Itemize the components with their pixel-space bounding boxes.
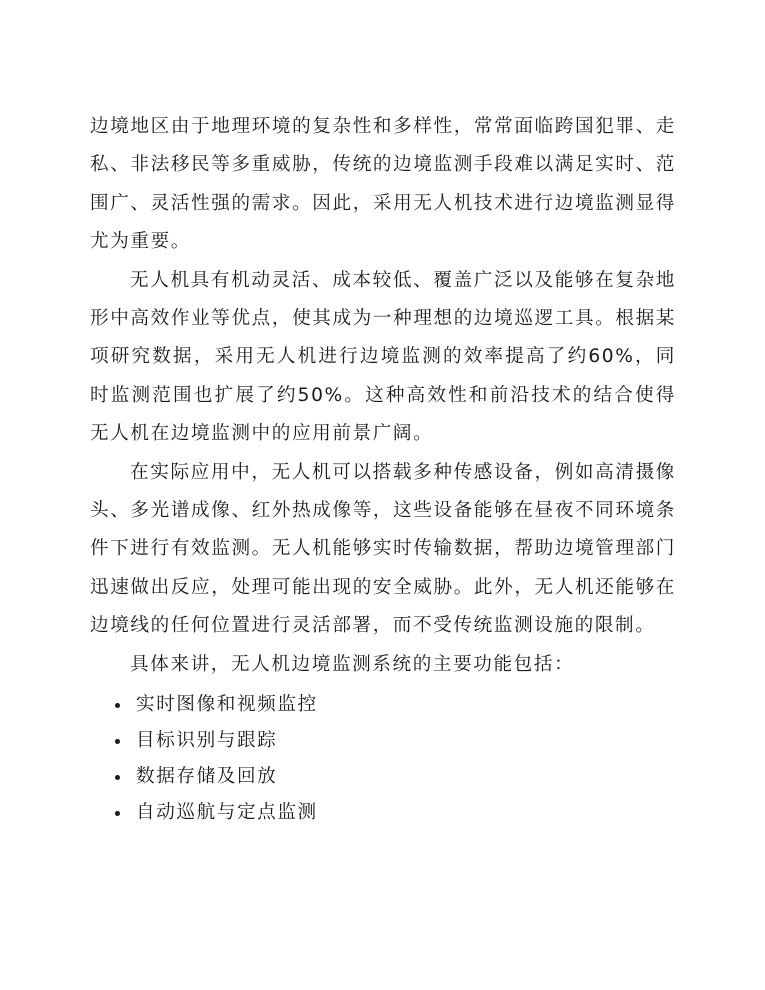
functions-list bbox=[90, 687, 676, 831]
list-item-label: 实时图像和视频监控 bbox=[136, 694, 318, 716]
bullet-icon bbox=[115, 775, 120, 780]
bullet-icon bbox=[115, 703, 120, 708]
paragraph-advantages: 无人机具有机动灵活、成本较低、覆盖广泛以及能够在复杂地形中高效作业等优点，使其成为一种理想的边境巡逻工具。根据某项研究数据，采用无人机进行边境监测的效率提高了约60%，同时监测范围也扩展了约50%。这种高效性和前沿技术的结合使得无人机在边境监测中的应用前景广阔。 bbox=[90, 269, 676, 445]
paragraph-intro: 边境地区由于地理环境的复杂性和多样性，常常面临跨国犯罪、走私、非法移民等多重威胁，传统的边境监测手段难以满足实时、范围广、灵活性强的需求。因此，采用无人机技术进行边境监测显得尤为重要。 bbox=[90, 116, 676, 253]
list-item bbox=[90, 795, 676, 831]
bullet-icon bbox=[115, 739, 120, 744]
list-item bbox=[90, 759, 676, 795]
list-item bbox=[90, 687, 676, 723]
list-item-label: 目标识别与跟踪 bbox=[136, 730, 278, 752]
bullet-icon bbox=[115, 811, 120, 816]
list-item bbox=[90, 723, 676, 759]
paragraph-applications: 在实际应用中，无人机可以搭载多种传感设备，例如高清摄像头、多光谱成像、红外热成像等，这些设备能够在昼夜不同环境条件下进行有效监测。无人机能够实时传输数据，帮助边境管理部门迅速做出反应，处理可能出现的安全威胁。此外，无人机还能够在边境线的任何位置进行灵活部署，而不受传统监测设施的限制。 bbox=[90, 461, 676, 637]
list-item-label: 自动巡航与定点监测 bbox=[136, 802, 318, 824]
document-body bbox=[90, 108, 676, 831]
paragraph-functions-intro: 具体来讲，无人机边境监测系统的主要功能包括： bbox=[130, 653, 575, 675]
list-item-label: 数据存储及回放 bbox=[136, 766, 278, 788]
